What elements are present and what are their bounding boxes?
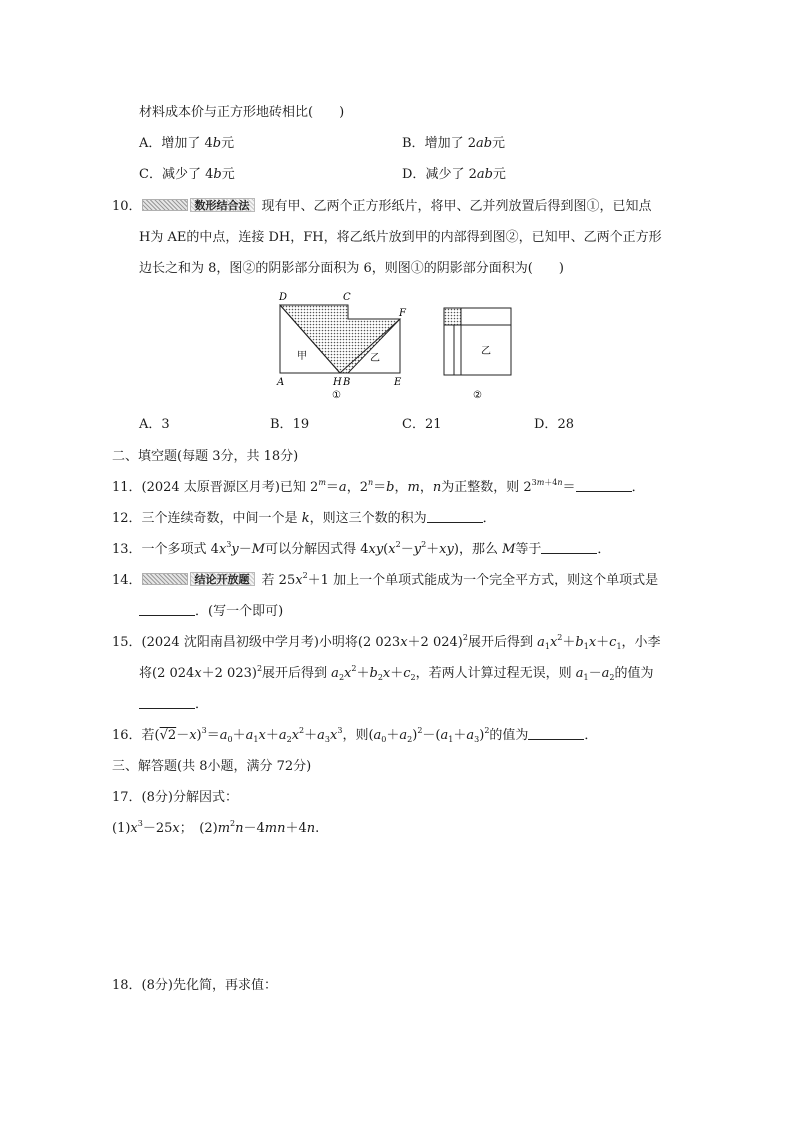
- point-h-label: H: [333, 377, 342, 388]
- q10-option-b: B．19: [270, 417, 310, 432]
- open-conclusion-tag: 结论开放题: [142, 572, 258, 586]
- caption-figure-1: ①: [332, 390, 341, 401]
- q10-option-d: D．28: [534, 417, 574, 432]
- q9-stem-tail: 材料成本价与正方形地砖相比( ): [139, 105, 345, 120]
- q10-line2: H为 AE的中点，连接 DH，FH，将乙纸片放到甲的内部得到图②，已知甲、乙两个正方形: [139, 230, 662, 245]
- point-d-label: D: [279, 292, 288, 303]
- q16: 16．若$(√2-x)^3=a_0+a_1x+a_2x^2+a_3x^3$，则$(a_0+a_2)^2-(a_1+a_3)^2$的值为 ．: [112, 726, 598, 744]
- section-3-heading: 三、解答题(共 8小题，满分 72分): [112, 759, 312, 774]
- section-2-heading: 二、填空题(每题 3分，共 18分): [112, 449, 299, 464]
- figure-2: [444, 308, 511, 401]
- q14-line2: ．(写一个即可): [139, 603, 283, 621]
- q14-answer-blank[interactable]: [139, 603, 195, 616]
- shaded-region-1: [280, 305, 400, 373]
- q9-option-a: A．增加了 4b元: [139, 136, 235, 151]
- shaded-region-2: [444, 308, 461, 325]
- q10-line1: 10． 数形结合法 现有甲、乙两个正方形纸片，将甲、乙并列放置后得到图①，已知点: [112, 199, 652, 214]
- q14-line1: 14． 结论开放题 若 $25x^2+1$ 加上一个单项式能成为一个完全平方式，则这个单项式是: [112, 571, 659, 588]
- point-b-label: B: [343, 377, 351, 388]
- hatch-decoration-icon: [142, 573, 188, 585]
- q12-answer-blank[interactable]: [427, 510, 483, 523]
- q11: 11．(2024 太原晋源区月考)已知 $2^m=a$，$2^n=b$，m，n为正整数，则 $2^{3m+4n}=$ ．: [112, 478, 645, 495]
- label-yi: 乙: [370, 353, 380, 364]
- q16-answer-blank[interactable]: [528, 727, 584, 740]
- q10-option-a: A．3: [139, 417, 170, 432]
- q15-line2: 将(2 024x＋2 023)$^2$展开后得到 $a_2x^2+b_2x+c_2$，若两人计算过程无误，则 $a_1-a_2$的值为: [139, 664, 654, 682]
- label-yi-2: 乙: [481, 346, 491, 357]
- q13: 13．一个多项式 $4x^3y-M$可以分解因式得 $4xy(x^2-y^2+xy)$，那么 M等于 ．: [112, 540, 611, 557]
- hatch-decoration-icon: [142, 199, 188, 211]
- q10-line3: 边长之和为 8，图②的阴影部分面积为 6，则图①的阴影部分面积为( ): [139, 261, 564, 276]
- q10-figure: [270, 290, 530, 405]
- q18: 18．(8分)先化简，再求值：: [112, 978, 277, 993]
- q11-answer-blank[interactable]: [576, 479, 632, 492]
- point-c-label: C: [343, 292, 351, 303]
- caption-figure-2: ②: [473, 390, 482, 401]
- q15-answer-blank[interactable]: [139, 696, 195, 709]
- q9-option-b: B．增加了 2ab元: [402, 136, 506, 151]
- q13-answer-blank[interactable]: [541, 541, 597, 554]
- point-f-label: F: [399, 308, 406, 319]
- q12: 12．三个连续奇数，中间一个是 k，则这三个数的积为 ．: [112, 511, 496, 526]
- q9-option-d: D．减少了 2ab元: [402, 167, 506, 182]
- point-e-label: E: [394, 377, 402, 388]
- q15-line1: 15．(2024 沈阳南昌初级中学月考)小明将(2 023x＋2 024)$^2$展开后得到 $a_1x^2+b_1x+c_1$，小李: [112, 633, 661, 651]
- q9-option-c: C．减少了 4b元: [139, 167, 235, 182]
- q10-option-c: C．21: [402, 417, 442, 432]
- method-tag: 数形结合法: [142, 198, 258, 212]
- q17: 17．(8分)分解因式：: [112, 790, 238, 805]
- figure-1: [276, 292, 407, 401]
- point-a-label: A: [277, 377, 285, 388]
- q15-line3: ．: [139, 696, 208, 714]
- q17-parts: $(1)x^3-25x$； $(2)m^2n-4mn+4n$.: [112, 819, 320, 836]
- label-jia: 甲: [297, 351, 307, 362]
